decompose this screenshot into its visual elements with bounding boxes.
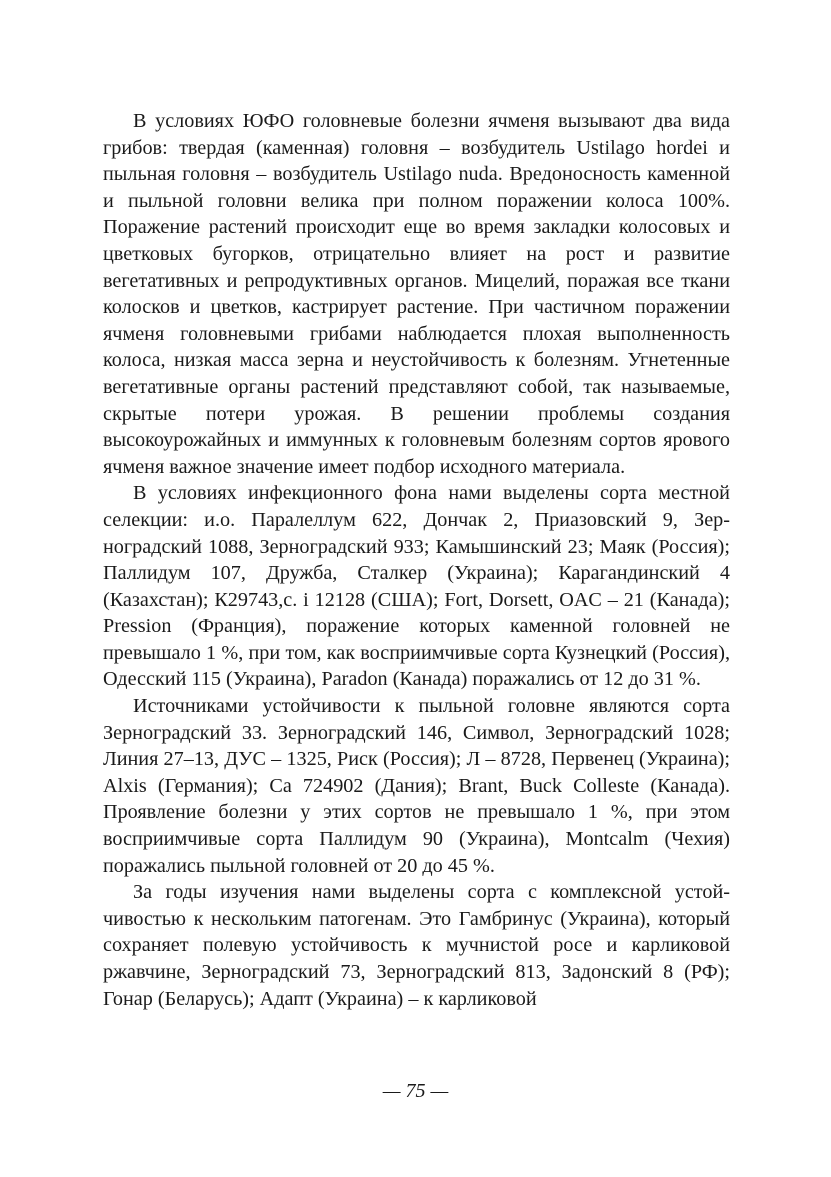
paragraph-3: Источниками устойчивости к пыльной головне являются сорта Зерноградский 33. Зерноградский 146, Символ, Зерноградский 1028; Линия 27–13, ДУС – 1325, Риск (Россия); Л – 8728, Первенец (Украина); Alxis (Германия); Са 724902 (Дания); Brant, Buck Colleste (Канада). Проявление болезни у этих сортов не превышало 1 %, при этом восприимчивые сорта Паллидум 90 (Украина), Montcalm (Чехия) поражались пыльной головней от 20 до 45 %. <box>103 695 730 877</box>
page-number: — 75 — <box>382 1080 449 1102</box>
paragraph-4: За годы изучения нами выделены сорта с комплексной устойчивостью к нескольким патогенам. Это Гамбринус (Украина), который сохраняет полевую устойчивость к мучнистой росе и карликовой ржавчине, Зерноградский 73, Зерноградский 813, Задонский 8 (РФ); Гонар (Беларусь); Адапт (Украина) – к карликовой <box>103 881 730 1010</box>
body-text <box>103 108 730 1012</box>
paragraph-1: В условиях ЮФО головневые болезни ячменя вызывают два вида грибов: твердая (каменная) головня – возбудитель Ustilago hordei и пыльная головня – возбудитель Ustilago nuda. Вредоносность каменной и пыльной головни велика при полном поражении колоса 100%. Поражение растений происходит еще во время закладки колосовых и цветковых бугорков, отрицательно влияет на рост и развитие вегетативных и репродуктивных органов. Мицелий, поражая все ткани колосков и цветков, кастрирует растение. При частичном поражении ячменя головневыми грибами наблюдается плохая выполненность колоса, низкая масса зерна и неустойчивость к болезням. Угнетенные вегетативные органы растений представляют собой, так называемые, скрытые потери урожая. В решении проблемы создания высокоурожайных и иммунных к головневым болезням сортов ярового ячменя важное значение имеет подбор исходного материала. <box>103 110 730 478</box>
paragraph-2: В условиях инфекционного фона нами выделены сорта местной селекции: и.о. Паралеллум 622, Дончак 2, Приазовский 9, Зерноградский 1088, Зерноградский 933; Камышинский 23; Маяк (Россия); Паллидум 107, Дружба, Сталкер (Украина); Карагандинский 4 (Казахстан); К29743,с. i 12128 (США); Fort, Dorsett, OAC – 21 (Канада); Pression (Франция), поражение которых каменной головней не превышало 1 %, при том, как восприимчивые сорта Кузнецкий (Россия), Одесский 115 (Украина), Paradon (Канада) поражались от 12 до 31 %. <box>103 482 730 691</box>
